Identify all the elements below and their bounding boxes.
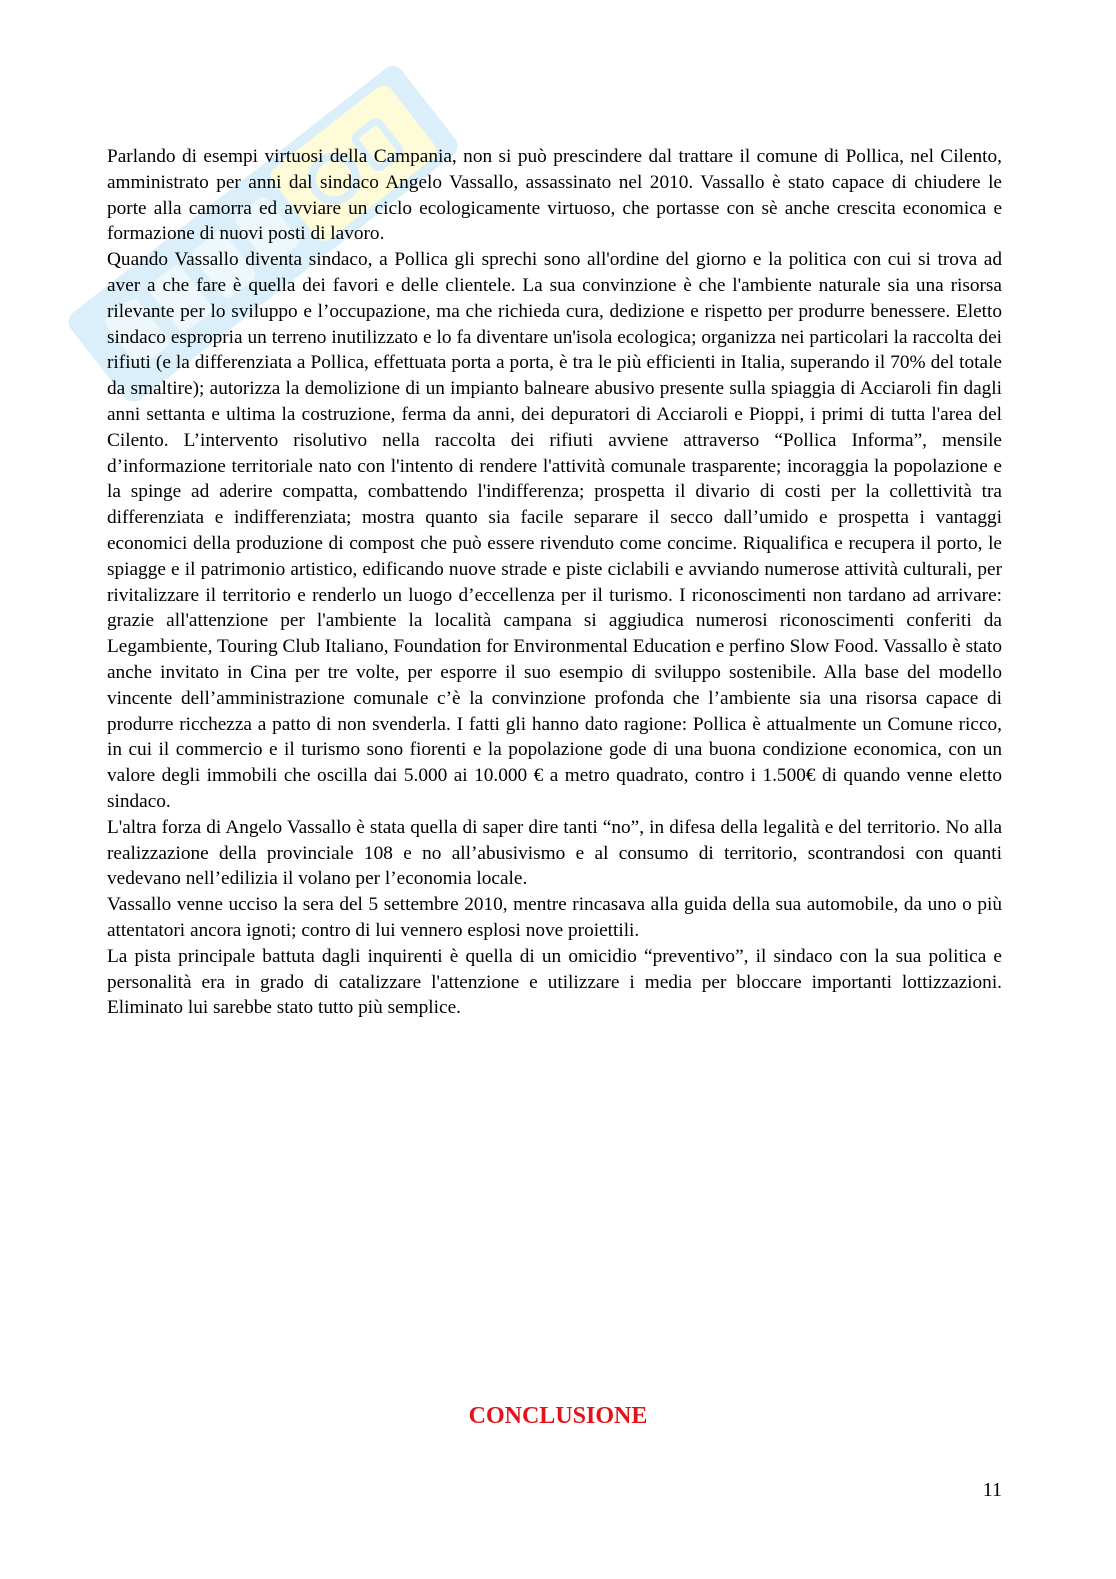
paragraph-3: L'altra forza di Angelo Vassallo è stata quella di saper dire tanti “no”, in difesa della legalità e del territorio. No alla realizzazione della provinciale 108 e no all’abusivismo e al consumo di territorio, scontrandosi con quanti vedevano nell’edilizia il volano per l’economia locale. xyxy=(107,816,1002,890)
page-number: 11 xyxy=(982,1479,1002,1501)
paragraph-2: Quando Vassallo diventa sindaco, a Pollica gli sprechi sono all'ordine del giorno e la politica con cui si trova ad aver a che fare è quella dei favori e delle clientele. La sua convinzione è che l'ambiente naturale sia una risorsa rilevante per lo sviluppo e l’occupazione, ma che richieda cura, dedizione e rispetto per produrre benessere. Eletto sindaco espropria un terreno inutilizzato e lo fa diventare un'isola ecologica; organizza nei particolari la raccolta dei rifiuti (e la differenziata a Pollica, effettuata porta a porta, è tra le più efficienti in Italia, superando il 70% del totale da smaltire); autorizza la demolizione di un impianto balneare abusivo presente sulla spiaggia di Acciaroli fin dagli anni settanta e ultima la costruzione, ferma da anni, dei depuratori di Acciaroli e Pioppi, i primi di tutta l'area del Cilento. L’intervento risolutivo nella raccolta dei rifiuti avviene attraverso “Pollica Informa”, mensile d’informazione territoriale nato con l'intento di rendere l'attività comunale trasparente; incoraggia la popolazione e la spinge ad aderire compatta, combattendo l'indifferenza; prospetta il divario di costi per la collettività tra differenziata e indifferenziata; mostra quanto sia facile separare il secco dall’umido e prospetta i vantaggi economici della produzione di compost che può essere rivenduto come concime. Riqualifica e recupera il porto, le spiagge e il patrimonio artistico, edificando nuove strade e piste ciclabili e avviando numerose attività culturali, per rivitalizzare il territorio e renderlo un luogo d’eccellenza per il turismo. I riconoscimenti non tardano ad arrivare: grazie all'attenzione per l'ambiente la località campana si aggiudica numerosi riconoscimenti conferiti da Legambiente, Touring Club Italiano, Foundation for Environmental Education e perfino Slow Food. Vassallo è stato anche invitato in Cina per tre volte, per esporre il suo esempio di sviluppo sostenibile. Alla base del modello vincente dell’amministrazione comunale c’è la convinzione profonda che l’ambiente sia una risorsa capace di produrre ricchezza a patto di non svenderla. I fatti gli hanno dato ragione: Pollica è attualmente un Comune ricco, in cui il commercio e il turismo sono fiorenti e la popolazione gode di una buona condizione economica, con un valore degli immobili che oscilla dai 5.000 ai 10.000 € a metro quadrato, contro i 1.500€ di quando venne eletto sindaco. xyxy=(107,249,1002,812)
document-body xyxy=(107,144,1002,1021)
section-heading: CONCLUSIONE xyxy=(468,1403,648,1429)
paragraph-4: Vassallo venne ucciso la sera del 5 settembre 2010, mentre rincasava alla guida della sua automobile, da uno o più attentatori ancora ignoti; contro di lui vennero esplosi nove proiettili. xyxy=(107,894,1002,941)
paragraph-1: Parlando di esempi virtuosi della Campania, non si può prescindere dal trattare il comune di Pollica, nel Cilento, amministrato per anni dal sindaco Angelo Vassallo, assassinato nel 2010. Vassallo è stato capace di chiudere le porte alla camorra ed avviare un ciclo ecologicamente virtuoso, che portasse con sè anche crescita economica e formazione di nuovi posti di lavoro. xyxy=(107,146,1002,245)
paragraph-5: La pista principale battuta dagli inquirenti è quella di un omicidio “preventivo”, il sindaco con la sua politica e personalità era in grado di catalizzare l'attenzione e utilizzare i media per bloccare importanti lottizzazioni. Eliminato lui sarebbe stato tutto più semplice. xyxy=(107,945,1002,1019)
